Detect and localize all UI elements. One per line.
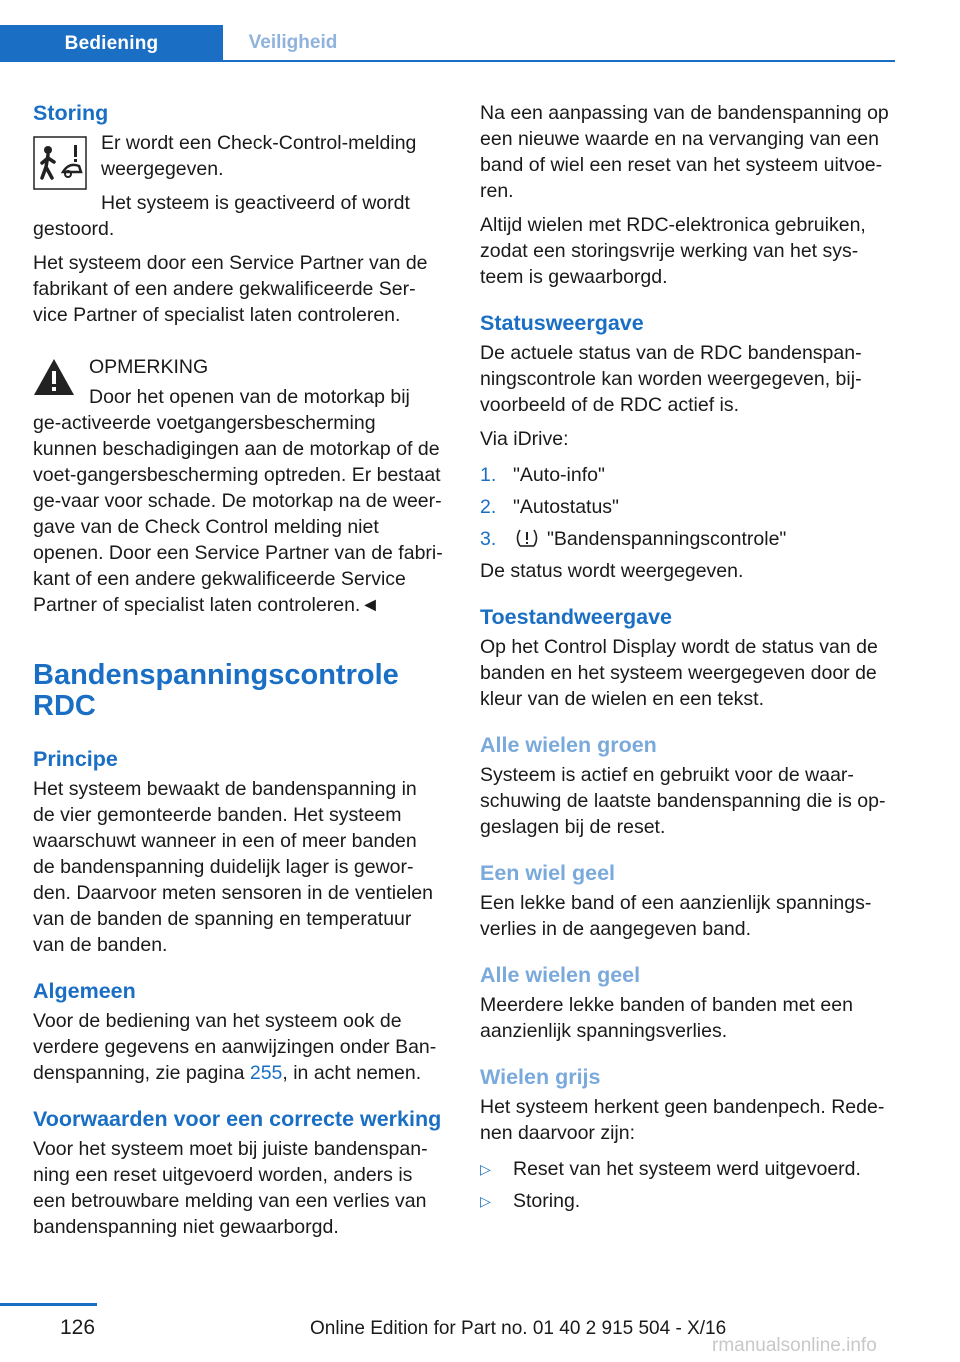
note-label: OPMERKING bbox=[89, 356, 209, 378]
note-text: Door het openen van de motorkap bij ge‐activeerde voetgangersbescherming kunnen beschadigingen aan de motorkap of de voet‐gangersbescherming optreden. Er bestaat ge‐vaar voor schade. De motorkap na de weer‐gave van de Check Control melding niet openen. Door een Service Partner van de fabri‐kant of een andere gekwalificeerde Service Partner of specialist laten controleren.◄ bbox=[33, 386, 443, 616]
tab-veiligheid[interactable]: Veiligheid bbox=[248, 31, 338, 53]
status-after: De status wordt weergegeven. bbox=[480, 560, 744, 582]
groen-heading: Alle wielen groen bbox=[480, 733, 657, 757]
footer-divider bbox=[0, 1303, 97, 1306]
storing-heading: Storing bbox=[33, 101, 109, 125]
step-number: 2. bbox=[480, 496, 497, 518]
page-link[interactable]: 255 bbox=[249, 1062, 283, 1084]
statusweergave-heading: Statusweergave bbox=[480, 311, 644, 335]
step-item bbox=[480, 462, 895, 488]
triangle-bullet-icon: ▷ bbox=[480, 1161, 491, 1177]
header-divider bbox=[0, 60, 895, 62]
wielen-grijs-heading: Wielen grijs bbox=[480, 1065, 601, 1089]
toestand-text: Op het Control Display wordt de status van de banden en het systeem weergegeven door de kleur van de wielen en een tekst. bbox=[480, 636, 878, 710]
reason-text: Storing. bbox=[513, 1190, 581, 1212]
step-text[interactable]: "Autostatus" bbox=[513, 496, 619, 518]
wielen-grijs-text: Het systeem herkent geen bandenpech. Rede‐nen daarvoor zijn: bbox=[480, 1096, 885, 1144]
step-text[interactable]: "Bandenspanningscontrole" bbox=[547, 528, 787, 550]
triangle-bullet-icon: ▷ bbox=[480, 1193, 491, 1209]
idrive-steps bbox=[480, 462, 895, 552]
list-item bbox=[480, 1188, 895, 1214]
step-item bbox=[480, 494, 895, 520]
right-column bbox=[480, 100, 895, 1220]
main-title: Bandenspanningscontrole RDC bbox=[33, 659, 399, 722]
edition-text: Online Edition for Part no. 01 40 2 915 504 - X/16 bbox=[310, 1318, 727, 1339]
algemeen-heading: Algemeen bbox=[33, 979, 136, 1003]
watermark: rmanualsonline.info bbox=[712, 1335, 877, 1356]
storing-text-1: Er wordt een Check-Control-melding weergegeven. bbox=[101, 132, 417, 180]
reasons-list bbox=[480, 1156, 895, 1214]
left-column bbox=[33, 100, 443, 1248]
voorwaarden-text: Voor het systeem moet bij juiste bandenspan‐ning een reset uitgevoerd worden, anders is een betrouwbare melding van een verlies van bandenspanning niet gewaarborgd. bbox=[33, 1138, 428, 1238]
step-item bbox=[480, 526, 895, 552]
een-wiel-geel-text: Een lekke band of een aanzienlijk spannings‐verlies in de aangegeven band. bbox=[480, 892, 872, 940]
step-number: 1. bbox=[480, 464, 497, 486]
algemeen-text-b: , in acht nemen. bbox=[282, 1062, 422, 1084]
toestandweergave-heading: Toestandweergave bbox=[480, 605, 672, 629]
principe-text: Het systeem bewaakt de bandenspanning in de vier gemonteerde banden. Het systeem waarschuwt wanneer in een of meer banden de bandenspanning duidelijk lager is gewor‐den. Daarvoor meten sensoren in de ventielen van de banden de spanning en temperatuur van de banden. bbox=[33, 778, 433, 956]
tab-bediening[interactable]: Bediening bbox=[0, 25, 223, 62]
pedestrian-warning-icon bbox=[33, 136, 87, 190]
step-text[interactable]: "Auto-info" bbox=[513, 464, 605, 486]
page-number: 126 bbox=[60, 1316, 96, 1339]
storing-text-2: Het systeem is geactiveerd of wordt gestoord. bbox=[33, 192, 410, 240]
status-text: De actuele status van de RDC bandenspan‐ningscontrole kan worden weergegeven, bij‐voorbeeld of de RDC actief is. bbox=[480, 342, 862, 416]
reason-text: Reset van het systeem werd uitgevoerd. bbox=[513, 1158, 861, 1180]
principe-heading: Principe bbox=[33, 747, 118, 771]
via-idrive: Via iDrive: bbox=[480, 428, 569, 450]
rdc-wheels-text: Altijd wielen met RDC-elektronica gebruiken, zodat een storingsvrije werking van het sys‐teem is gewaarborgd. bbox=[480, 214, 866, 288]
reset-text: Na een aanpassing van de bandenspanning op een nieuwe waarde en na vervanging van een band of wiel een reset van het systeem uitvoe‐ren. bbox=[480, 102, 889, 202]
step-number: 3. bbox=[480, 528, 497, 550]
algemeen-text-a: Voor de bediening van het systeem ook de verdere gegevens en aanwijzingen onder Ban‐denspanning, zie pagina bbox=[33, 1010, 437, 1084]
voorwaarden-heading: Voorwaarden voor een correcte werking bbox=[33, 1107, 442, 1131]
een-wiel-geel-heading: Een wiel geel bbox=[480, 861, 616, 885]
alle-wielen-geel-text: Meerdere lekke banden of banden met een aanzienlijk spanningsverlies. bbox=[480, 994, 853, 1042]
algemeen-text bbox=[33, 1008, 443, 1086]
tire-pressure-icon bbox=[513, 528, 541, 548]
warning-triangle-icon bbox=[33, 358, 75, 396]
list-item bbox=[480, 1156, 895, 1182]
header-tabbar bbox=[0, 0, 895, 62]
storing-text-3: Het systeem door een Service Partner van de fabrikant of een andere gekwalificeerde Ser‐vice Partner of specialist laten controleren. bbox=[33, 252, 428, 326]
groen-text: Systeem is actief en gebruikt voor de waar‐schuwing de laatste bandenspanning die is op‐geslagen bij de reset. bbox=[480, 764, 886, 838]
alle-wielen-geel-heading: Alle wielen geel bbox=[480, 963, 641, 987]
